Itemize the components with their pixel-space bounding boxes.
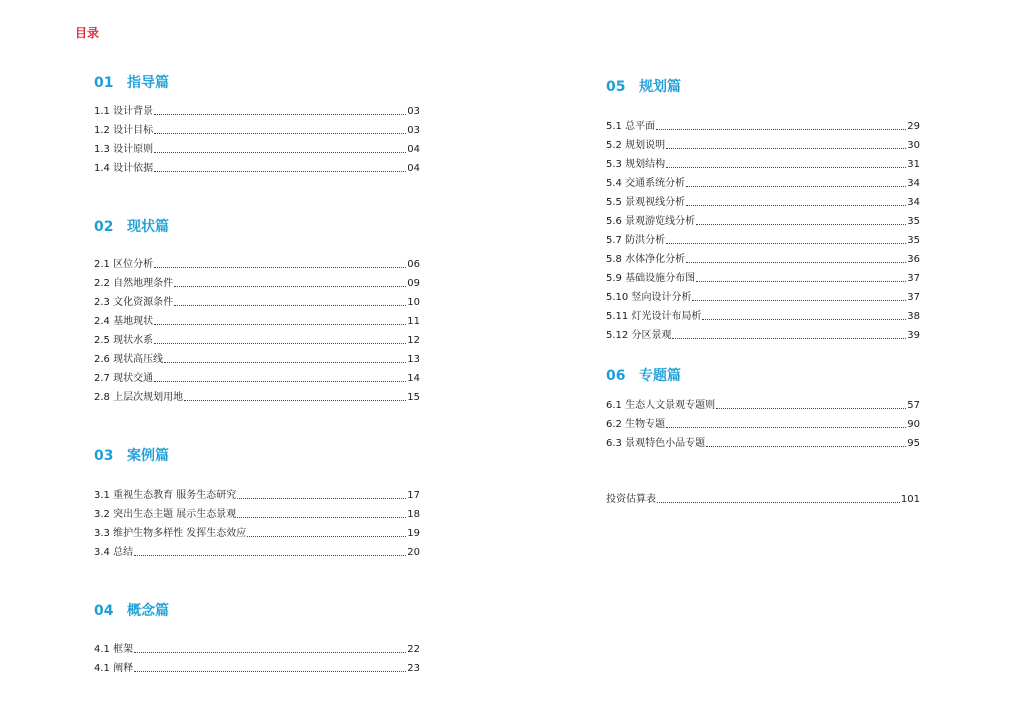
dot-leader <box>686 205 906 206</box>
toc-entry-label: 1.2 设计目标 <box>94 125 154 136</box>
toc-entry-label: 2.8 上层次规划用地 <box>94 392 184 403</box>
dot-leader <box>692 300 906 301</box>
toc-entry[interactable] <box>606 228 920 247</box>
toc-entry-label: 3.4 总结 <box>94 547 134 558</box>
dot-leader <box>134 671 406 672</box>
dot-leader <box>154 324 406 325</box>
section-heading-06 <box>606 365 681 385</box>
dot-leader <box>237 498 406 499</box>
toc-entry-label: 5.1 总平面 <box>606 121 656 132</box>
toc-entry-label: 2.1 区位分析 <box>94 259 154 270</box>
section-heading-05 <box>606 76 681 96</box>
toc-entry-page: 35 <box>907 216 920 227</box>
dot-leader <box>154 381 406 382</box>
toc-entry-page: 12 <box>407 335 420 346</box>
toc-entry-page: 20 <box>407 547 420 558</box>
dot-leader <box>666 148 906 149</box>
toc-entry-page: 29 <box>907 121 920 132</box>
toc-entry[interactable] <box>606 304 920 323</box>
dot-leader <box>134 555 406 556</box>
toc-entry-page: 37 <box>907 273 920 284</box>
toc-entry-page: 101 <box>900 494 920 505</box>
section-number: 01 <box>94 75 114 91</box>
toc-entry[interactable] <box>94 309 420 328</box>
dot-leader <box>247 536 406 537</box>
toc-entry-label: 2.7 现状交通 <box>94 373 154 384</box>
section-title: 规划篇 <box>639 79 681 95</box>
toc-entry[interactable] <box>94 99 420 118</box>
toc-entry[interactable] <box>606 190 920 209</box>
toc-entry-page: 35 <box>907 235 920 246</box>
toc-entry[interactable] <box>94 347 420 366</box>
toc-entry-page: 95 <box>907 438 920 449</box>
toc-entry[interactable] <box>94 252 420 271</box>
toc-entry-page: 11 <box>407 316 420 327</box>
toc-entry[interactable] <box>606 431 920 450</box>
toc-entry-page: 90 <box>907 419 920 430</box>
toc-entry-page: 06 <box>407 259 420 270</box>
section-title: 专题篇 <box>639 368 681 384</box>
toc-entry[interactable] <box>94 328 420 347</box>
toc-entry[interactable] <box>606 171 920 190</box>
toc-entry[interactable] <box>606 133 920 152</box>
toc-entry-label: 1.4 设计依据 <box>94 163 154 174</box>
toc-entry[interactable] <box>606 247 920 266</box>
dot-leader <box>666 167 906 168</box>
toc-entry[interactable] <box>94 271 420 290</box>
section-heading-03 <box>94 445 169 465</box>
toc-entry[interactable] <box>94 483 420 502</box>
toc-entry-page: 39 <box>907 330 920 341</box>
toc-entry-page: 13 <box>407 354 420 365</box>
toc-entry-label: 4.1 阐释 <box>94 663 134 674</box>
section-entries-02 <box>94 252 420 404</box>
toc-entry-label: 4.1 框架 <box>94 644 134 655</box>
toc-entry[interactable] <box>94 137 420 156</box>
toc-entry-label: 1.1 设计背景 <box>94 106 154 117</box>
section-title: 现状篇 <box>127 219 169 235</box>
toc-entry-page: 30 <box>907 140 920 151</box>
toc-entry-label: 2.4 基地现状 <box>94 316 154 327</box>
toc-entry-label: 投资估算表 <box>606 494 656 505</box>
dot-leader <box>666 243 906 244</box>
toc-entry[interactable] <box>94 540 420 559</box>
toc-entry-label: 1.3 设计原则 <box>94 144 154 155</box>
toc-entry-page: 17 <box>407 490 420 501</box>
toc-entry-page: 31 <box>907 159 920 170</box>
toc-entry-page: 04 <box>407 144 420 155</box>
section-number: 02 <box>94 219 114 235</box>
section-heading-02 <box>94 216 169 236</box>
dot-leader <box>154 114 406 115</box>
section-title: 概念篇 <box>127 603 169 619</box>
toc-entry-page: 04 <box>407 163 420 174</box>
toc-entry[interactable] <box>606 285 920 304</box>
toc-entry[interactable] <box>606 152 920 171</box>
toc-entry-page: 03 <box>407 106 420 117</box>
section-entries-05 <box>606 114 920 342</box>
toc-entry-page: 23 <box>407 663 420 674</box>
dot-leader <box>702 319 906 320</box>
dot-leader <box>686 186 906 187</box>
toc-entry-page: 22 <box>407 644 420 655</box>
section-number: 06 <box>606 368 626 384</box>
dot-leader <box>154 152 406 153</box>
toc-entry[interactable] <box>606 266 920 285</box>
toc-entry-page: 09 <box>407 278 420 289</box>
page-title: 目录 <box>75 26 100 40</box>
toc-entry-page: 37 <box>907 292 920 303</box>
toc-entry[interactable] <box>606 209 920 228</box>
dot-leader <box>696 224 906 225</box>
toc-entry[interactable] <box>606 412 920 431</box>
toc-entry-label: 5.11 灯光设计布局析 <box>606 311 702 322</box>
section-entries-01 <box>94 99 420 175</box>
toc-entry-label: 2.2 自然地理条件 <box>94 278 174 289</box>
toc-entry-page: 38 <box>907 311 920 322</box>
dot-leader <box>174 286 406 287</box>
dot-leader <box>696 281 906 282</box>
toc-entry-page: 03 <box>407 125 420 136</box>
dot-leader <box>716 408 906 409</box>
dot-leader <box>237 517 406 518</box>
section-entries-03 <box>94 483 420 559</box>
dot-leader <box>154 267 406 268</box>
toc-entry-appendix[interactable] <box>606 487 920 506</box>
toc-entry-page: 57 <box>907 400 920 411</box>
section-heading-01 <box>94 72 169 92</box>
toc-entry[interactable] <box>94 502 420 521</box>
toc-entry[interactable] <box>94 118 420 137</box>
toc-entry[interactable] <box>94 637 420 656</box>
toc-entry-page: 18 <box>407 509 420 520</box>
toc-entry-label: 3.3 维护生物多样性 发挥生态效应 <box>94 528 247 539</box>
section-heading-04 <box>94 600 169 620</box>
toc-entry-label: 5.12 分区景观 <box>606 330 672 341</box>
toc-entry-label: 5.9 基础设施分布图 <box>606 273 696 284</box>
dot-leader <box>672 338 906 339</box>
dot-leader <box>174 305 406 306</box>
toc-entry-page: 34 <box>907 197 920 208</box>
toc-entry-label: 3.2 突出生态主题 展示生态景观 <box>94 509 237 520</box>
dot-leader <box>134 652 406 653</box>
dot-leader <box>184 400 406 401</box>
toc-entry[interactable] <box>94 156 420 175</box>
toc-entry-label: 5.8 水体净化分析 <box>606 254 686 265</box>
toc-entry[interactable] <box>94 656 420 675</box>
toc-entry[interactable] <box>94 385 420 404</box>
toc-entry-page: 10 <box>407 297 420 308</box>
dot-leader <box>154 343 406 344</box>
section-entries-04 <box>94 637 420 675</box>
toc-entry-label: 3.1 重视生态教育 服务生态研究 <box>94 490 237 501</box>
toc-entry-label: 2.5 现状水系 <box>94 335 154 346</box>
toc-entry[interactable] <box>94 290 420 309</box>
toc-entry[interactable] <box>606 393 920 412</box>
dot-leader <box>154 133 406 134</box>
toc-entry-label: 2.3 文化资源条件 <box>94 297 174 308</box>
toc-entry-label: 6.1 生态人文景观专题则 <box>606 400 716 411</box>
appendix-entries <box>606 487 920 506</box>
toc-entry[interactable] <box>606 114 920 133</box>
toc-entry-label: 5.5 景观视线分析 <box>606 197 686 208</box>
toc-entry[interactable] <box>94 366 420 385</box>
section-number: 04 <box>94 603 114 619</box>
toc-entry-page: 15 <box>407 392 420 403</box>
section-title: 案例篇 <box>127 448 169 464</box>
toc-entry-label: 5.3 规划结构 <box>606 159 666 170</box>
dot-leader <box>657 502 900 503</box>
toc-entry-label: 6.2 生物专题 <box>606 419 666 430</box>
section-number: 03 <box>94 448 114 464</box>
toc-entry-page: 14 <box>407 373 420 384</box>
dot-leader <box>666 427 906 428</box>
toc-entry-label: 5.6 景观游览线分析 <box>606 216 696 227</box>
toc-entry-label: 6.3 景观特色小品专题 <box>606 438 706 449</box>
dot-leader <box>154 171 406 172</box>
section-entries-06 <box>606 393 920 450</box>
dot-leader <box>164 362 406 363</box>
toc-entry-page: 36 <box>907 254 920 265</box>
toc-entry-page: 19 <box>407 528 420 539</box>
toc-entry[interactable] <box>94 521 420 540</box>
toc-entry-label: 2.6 现状高压线 <box>94 354 164 365</box>
toc-entry-page: 34 <box>907 178 920 189</box>
section-title: 指导篇 <box>127 75 169 91</box>
toc-entry-label: 5.7 防洪分析 <box>606 235 666 246</box>
section-number: 05 <box>606 79 626 95</box>
dot-leader <box>686 262 906 263</box>
toc-entry[interactable] <box>606 323 920 342</box>
toc-entry-label: 5.2 规划说明 <box>606 140 666 151</box>
dot-leader <box>706 446 906 447</box>
dot-leader <box>656 129 906 130</box>
toc-entry-label: 5.4 交通系统分析 <box>606 178 686 189</box>
toc-entry-label: 5.10 竖向设计分析 <box>606 292 692 303</box>
